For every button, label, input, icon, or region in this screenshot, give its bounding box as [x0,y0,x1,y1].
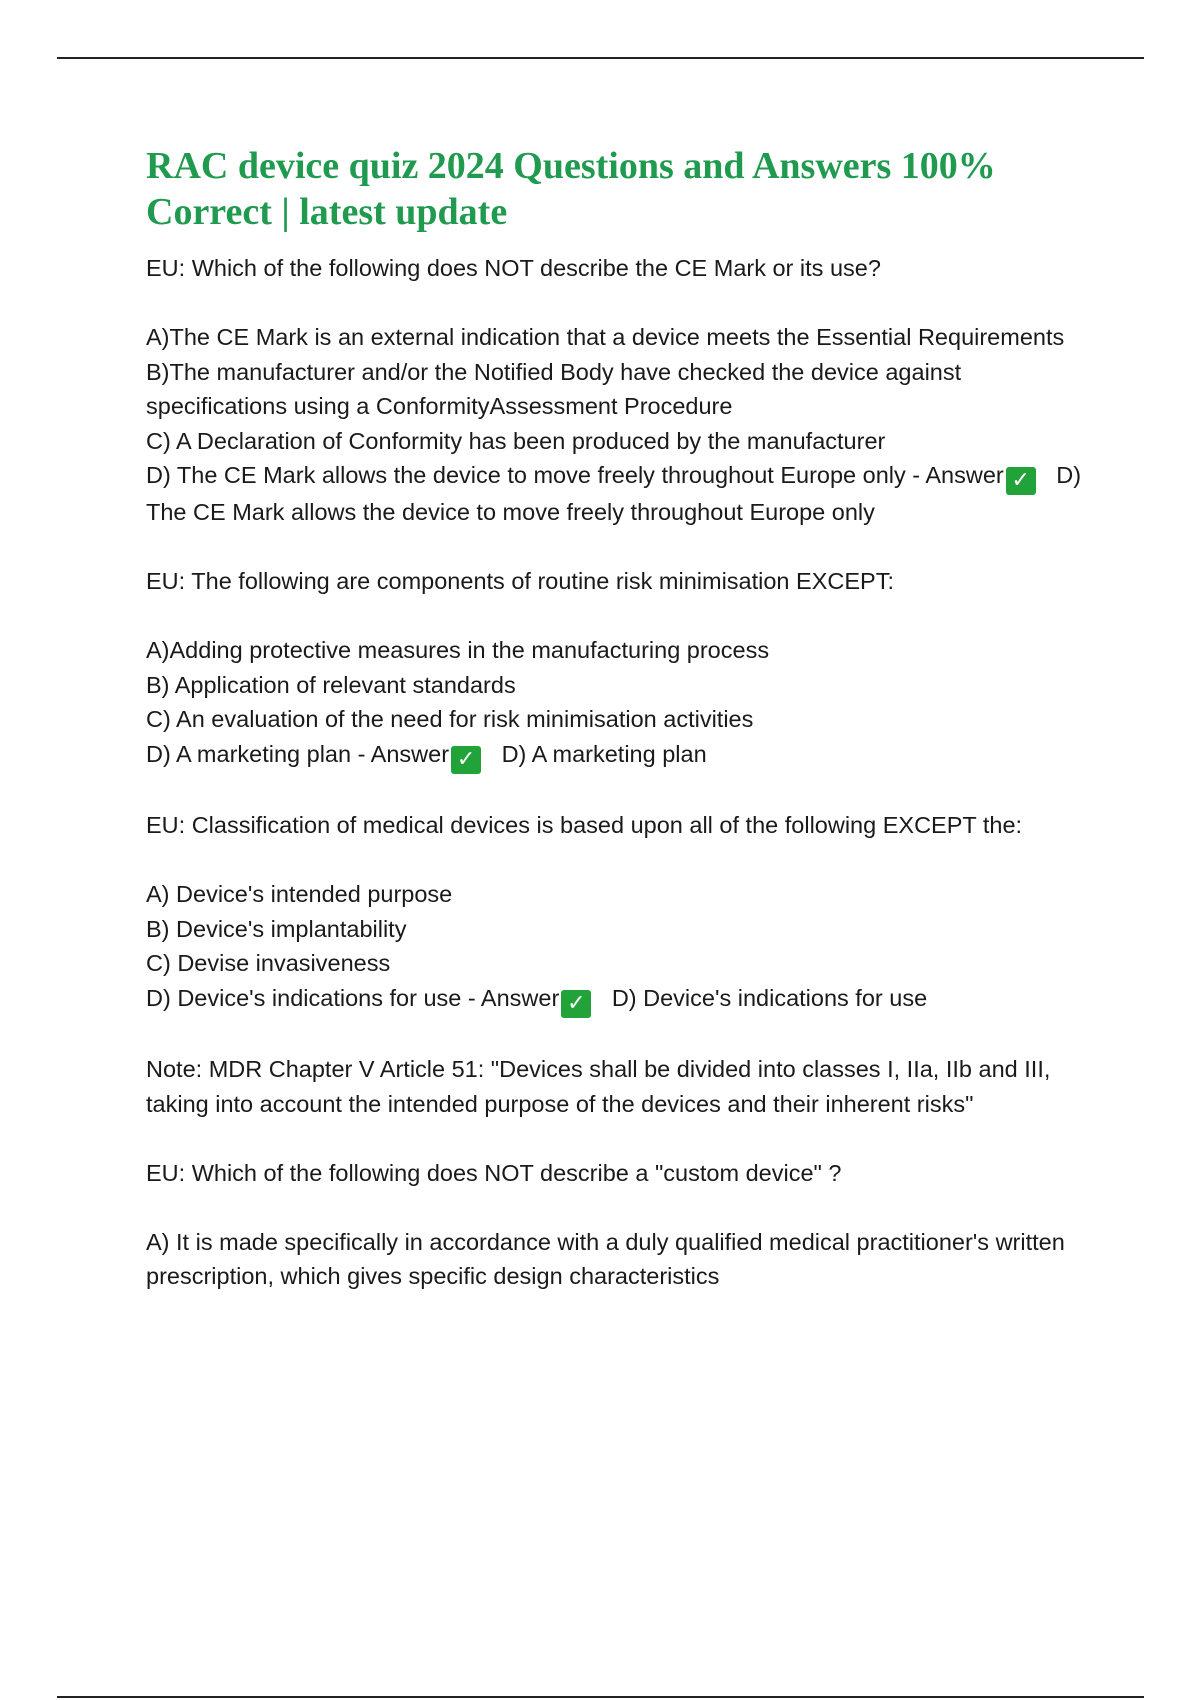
note-paragraph: Note: MDR Chapter V Article 51: "Devices shall be divided into classes I, IIa, IIb and III, taking into account the intended purpose of the devices and their inherent risks" [146,1056,1051,1117]
option-a: A)Adding protective measures in the manufacturing process [146,637,770,663]
option-b: B) Device's implantability [146,915,407,942]
check-icon: ✓ [1006,467,1036,495]
question-prompt: EU: Classification of medical devices is based upon all of the following EXCEPT the: [146,812,1023,838]
answer-text: D) A marketing plan [501,740,707,767]
question-prompt: EU: Which of the following does NOT describe a "custom device" ? [146,1159,842,1186]
answer-prefix: D) Device's indications for use - Answer [146,984,560,1011]
option-c: C) An evaluation of the need for risk minimisation activities [146,706,754,732]
options-list [146,320,1096,530]
question-prompt: EU: The following are components of routine risk minimisation EXCEPT: [146,568,894,594]
option-c: C) Devise invasiveness [146,950,391,976]
option-c: C) A Declaration of Conformity has been produced by the manufacturer [146,427,886,454]
option-b: B) Application of relevant standards [146,671,516,698]
question-block [146,564,1096,774]
answer-prefix: D) The CE Mark allows the device to move freely throughout Europe only - Answer [146,462,1004,488]
question-prompt: EU: Which of the following does NOT describe the CE Mark or its use? [146,255,881,281]
check-icon: ✓ [451,746,481,774]
document-title: RAC device quiz 2024 Questions and Answers 100% Correct | latest update [146,145,996,233]
option-b: B)The manufacturer and/or the Notified Body have checked the device against specifications using a ConformityAssessment Procedure [146,358,962,419]
question-block [146,808,1096,1018]
options-list [146,1225,1096,1294]
option-a: A) Device's intended purpose [146,881,453,907]
answer-text: D) The CE Mark allows the device to move freely throughout Europe only [146,462,1082,525]
answer-prefix: D) A marketing plan - Answer [146,740,450,767]
question-block [146,1156,1096,1294]
question-block [146,251,1096,530]
document-body [146,143,1096,1328]
option-a: A)The CE Mark is an external indication that a device meets the Essential Requirements [146,324,1065,350]
top-rule [57,57,1144,59]
answer-line [146,737,1096,774]
options-list [146,877,1096,1018]
answer-line [146,981,1096,1018]
answer-line [146,458,1096,530]
options-list [146,633,1096,774]
bottom-rule [57,1696,1144,1698]
option-a: A) It is made specifically in accordance with a duly qualified medical practitioner's written prescription, which gives specific design characteristics [146,1228,1065,1289]
check-icon: ✓ [561,990,591,1018]
answer-text: D) Device's indications for use [611,984,928,1011]
